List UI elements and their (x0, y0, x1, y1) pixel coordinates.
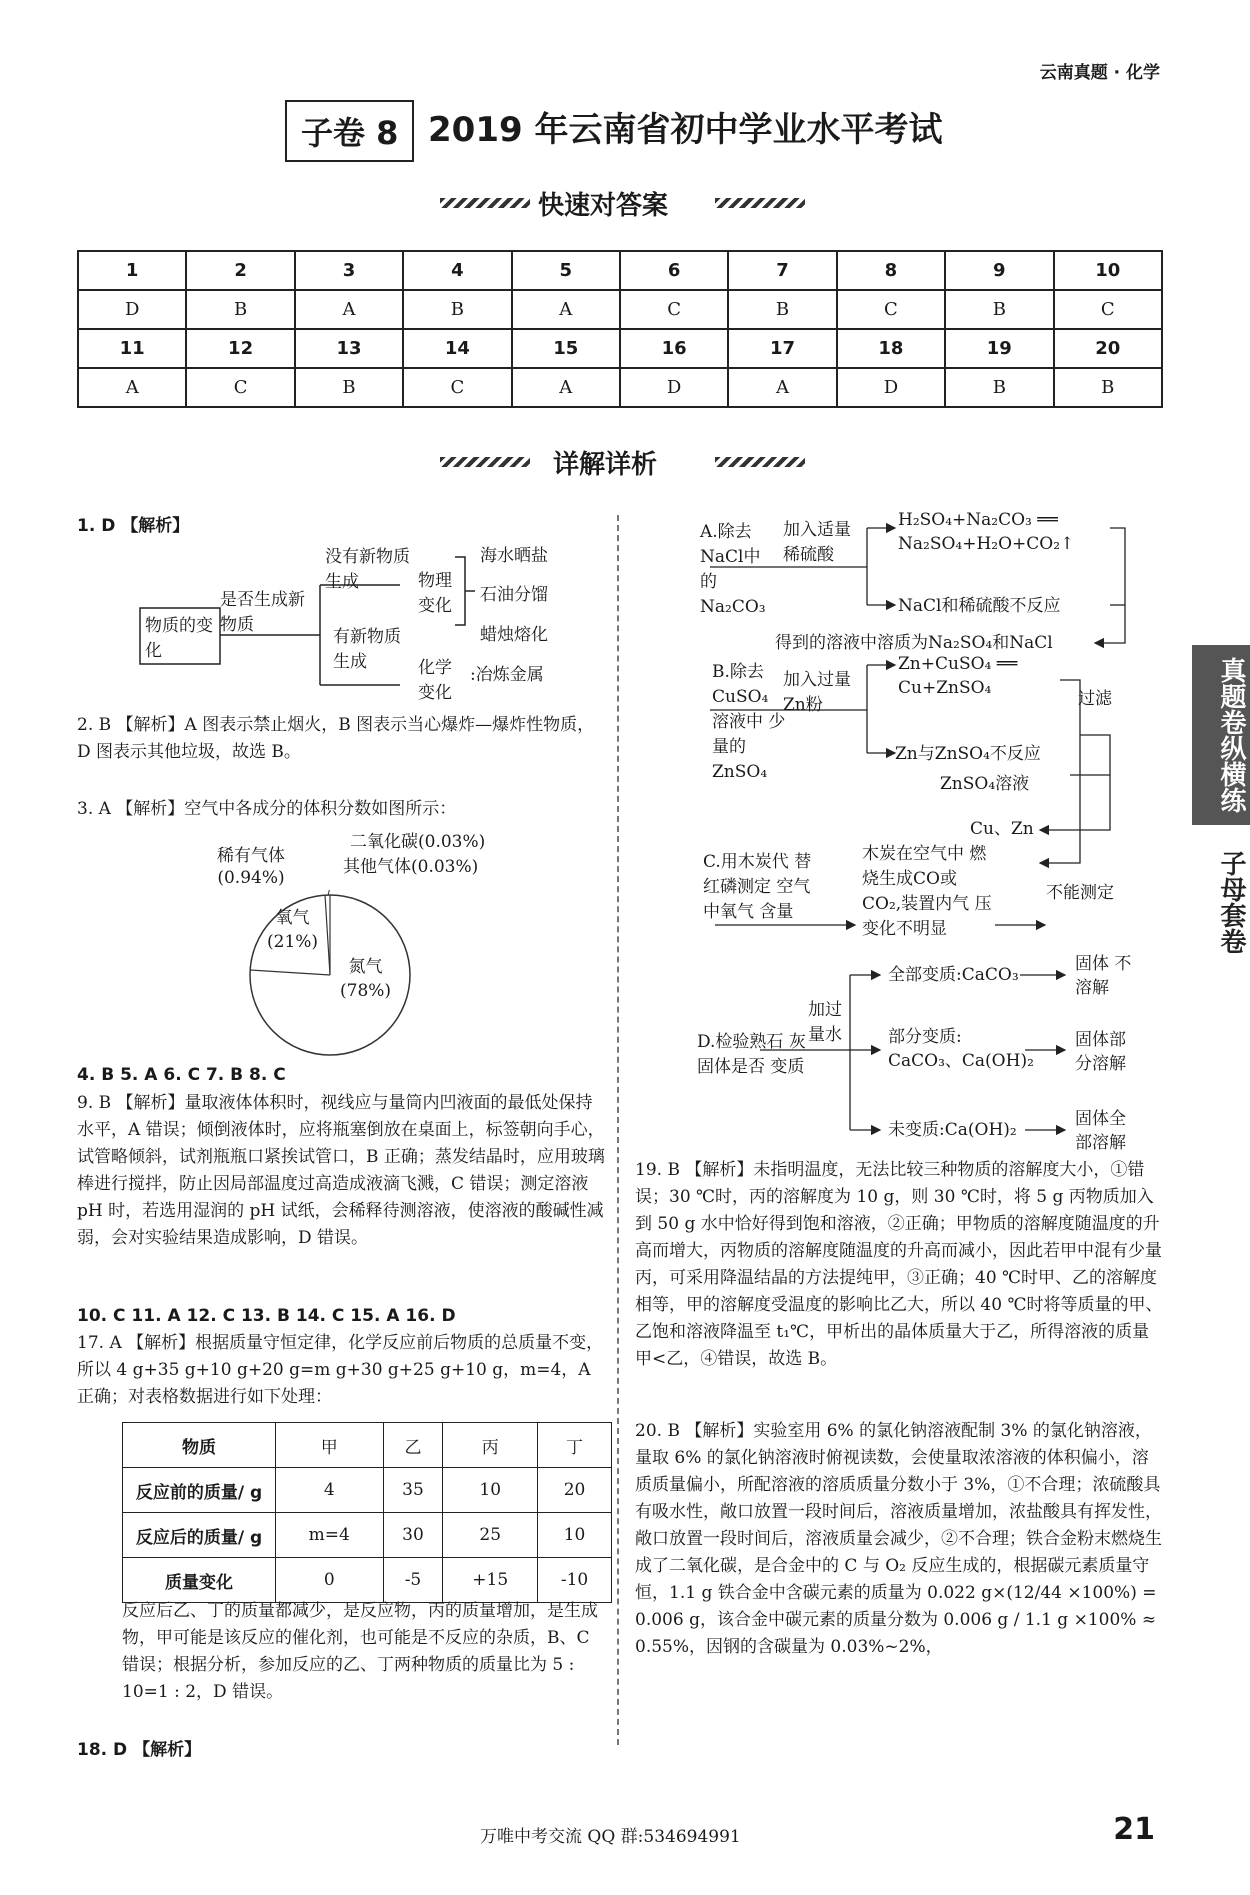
q17-analysis: 反应后乙、丁的质量都减少，是反应物，丙的质量增加，是生成物，甲可能是该反应的催化剂，也可能是不反应的杂质，B、C 错误；根据分析，参加反应的乙、丁两种物质的质量比为 5 : 10=1 : 2，D 错误。 (122, 1601, 598, 1702)
answer-vals-row-1: D B A B A C B C B C (78, 290, 1162, 329)
flowB-r1: Zn+CuSO₄ ══ (898, 654, 1018, 674)
section-quick: 快速对答案 (538, 191, 669, 221)
flowB-r3: Zn与ZnSO₄不反应 (895, 744, 1041, 764)
flowD-a2: 部分变质: CaCO₃、Ca(OH)₂ (888, 1027, 1034, 1071)
q3-other: 其他气体(0.03%) (343, 857, 479, 877)
flowC-result: 不能测定 (1046, 883, 1114, 903)
q20: 20. B 【解析】实验室用 6% 的氯化钠溶液配制 3% 的氯化钠溶液，量取 6% 的氯化钠溶液时俯视读数，会使量取浓溶液的体积偏小，溶质质量偏小，所配溶液的溶质质量分数小于 3%，①不合理；浓硫酸具有吸水性，敞口放置一段时间后，溶液质量增加，浓盐酸具有挥发性，敞口放置一段时间后，溶液质量会减少，②不合理；铁合金粉末燃烧生成了二氧化碳，是合金中的 C 与 O₂ 反应生成的，根据碳元素质量守恒，1.1 g 铁合金中含碳元素的质量为 0.022 g×(12/44 ×100%) = 0.006 g，该合金中碳元素的质量分数为 0.006 g / 1.1 g ×100% ≈ 0.55%，因钢的含碳量为 0.03%~2%， (635, 1421, 1162, 1657)
flowB-filter: 过滤 (1078, 689, 1112, 709)
mass-table (122, 1422, 612, 1603)
q18-head: 18. D 【解析】 (77, 1740, 202, 1760)
q1-p3: 蜡烛熔化 (480, 625, 548, 645)
flowB-out1: ZnSO₄溶液 (940, 774, 1030, 794)
answer-table (77, 250, 1163, 408)
flowB-add: 加入过量 Zn粉 (783, 670, 851, 715)
mass-table-row: 反应前的质量/ g 4 35 10 20 (123, 1468, 612, 1513)
side-tab-series: 真题卷纵横练 (1192, 645, 1250, 825)
q1-chem: 化学变化 (418, 658, 452, 703)
footer-qq: 万唯中考交流 QQ 群:534694991 (480, 1827, 741, 1847)
flowD-b1: 固体 不溶解 (1075, 954, 1132, 998)
mass-table-row: 质量变化 0 -5 +15 -10 (123, 1558, 612, 1603)
q1-head: 1. D 【解析】 (77, 516, 190, 536)
decor-stripe (440, 457, 530, 467)
answer-vals-row-2: A C B C A D A D B B (78, 368, 1162, 407)
q1-question: 是否生成新物质 (220, 590, 305, 635)
flowA-r1: H₂SO₄+Na₂CO₃ ══ (898, 510, 1058, 530)
flowD-label: D.检验熟石 灰固体是否 变质 (697, 1032, 806, 1077)
q17: 17. A 【解析】根据质量守恒定律，化学反应前后物质的总质量不变，所以 4 g+35 g+10 g+20 g=m g+30 g+25 g+10 g，m=4，A 正确；对表格数据进行如下处理： (77, 1333, 604, 1407)
q3-co2: 二氧化碳(0.03%) (350, 832, 486, 852)
flowA-r3: NaCl和稀硫酸不反应 (898, 596, 1061, 616)
q3-o2: 氧气 (21%) (267, 908, 319, 952)
flowB-r2: Cu+ZnSO₄ (898, 678, 992, 698)
page-title: 2019 年云南省初中学业水平考试 (428, 110, 943, 150)
flowB-out2: Cu、Zn (970, 819, 1034, 839)
paper-tag: 子卷 8 (285, 100, 414, 162)
flowA-r2: Na₂SO₄+H₂O+CO₂↑ (898, 534, 1075, 554)
q4-8: 4. B 5. A 6. C 7. B 8. C (77, 1065, 286, 1085)
pie-slice-edge-2 (250, 970, 330, 975)
q1-c1: :冶炼金属 (470, 665, 544, 685)
flowD-a3: 未变质:Ca(OH)₂ (888, 1120, 1017, 1140)
flowD-b2: 固体部 分溶解 (1075, 1030, 1126, 1074)
column-divider (617, 515, 619, 1745)
flowC-label: C.用木炭代 替红磷测定 空气中氧气 含量 (703, 852, 812, 922)
flowA-add: 加入适量 稀硫酸 (783, 520, 851, 565)
flowD-a1: 全部变质:CaCO₃ (888, 965, 1019, 985)
flowC-mid: 木炭在空气中 燃烧生成CO或 CO₂,装置内气 压变化不明显 (862, 844, 992, 939)
q19: 19. B 【解析】未指明温度，无法比较三种物质的溶解度大小，①错误；30 ℃时，丙的溶解度为 10 g，则 30 ℃时，将 5 g 丙物质加入到 50 g 水中恰好得到饱和溶液，②正确；甲物质的溶解度随温度的升高而增大，丙物质的溶解度随温度的升高而减小，因此若甲中混有少量丙，可采用降温结晶的方法提纯甲，③正确；40 ℃时甲、乙的溶解度相等，甲的溶解度受温度的影响比乙大，所以 40 ℃时将等质量的甲、乙饱和溶液降温至 t₁℃，甲析出的晶体质量大于乙，所得溶液的质量甲<乙，④错误，故选 B。 (635, 1160, 1163, 1369)
decor-stripe (440, 198, 530, 208)
q1-p1: 海水晒盐 (480, 546, 548, 566)
page-number: 21 (1113, 1812, 1155, 1847)
q1-root: 物质的变化 (145, 616, 213, 661)
q3-rare: 稀有气体 (0.94%) (217, 846, 285, 888)
decor-stripe (715, 457, 805, 467)
q3-head: 3. A 【解析】空气中各成分的体积分数如图所示： (77, 799, 457, 819)
side-tab-type: 子母套卷 (1216, 850, 1246, 954)
section-detail: 详解详析 (553, 450, 658, 480)
q1-no: 没有新物质生成 (325, 547, 410, 592)
q1-phys: 物理变化 (418, 571, 452, 616)
q9: 9. B 【解析】量取液体体积时，视线应与量筒内凹液面的最低处保持水平，A 错误；倾倒液体时，应将瓶塞倒放在桌面上，标签朝向手心，试管略倾斜，试剂瓶瓶口紧挨试管口，B 正确；蒸发结晶时，应用玻璃棒进行搅拌，防止因局部温度过高造成液滴飞溅，C 错误；测定溶液 pH 时，若选用湿润的 pH 试纸，会稀释待测溶液，使溶液的酸碱性减弱，会对实验结果造成影响，D 错误。 (77, 1093, 605, 1248)
answer-nums-row-1: 1 2 3 4 5 6 7 8 9 10 (78, 251, 1162, 290)
q10-16: 10. C 11. A 12. C 13. B 14. C 15. A 16. D (77, 1306, 456, 1326)
answer-nums-row-2: 11 12 13 14 15 16 17 18 19 20 (78, 329, 1162, 368)
flowA-label: A.除去 NaCl中 的Na₂CO₃ (700, 522, 766, 617)
pie-slice-edge-3 (325, 895, 330, 975)
q3-n2: 氮气 (78%) (340, 957, 392, 1001)
flowB-label: B.除去 CuSO₄ 溶液中 少量的 ZnSO₄ (712, 662, 786, 782)
q1-yes: 有新物质生成 (333, 627, 401, 672)
q1-p2: 石油分馏 (480, 585, 548, 605)
flowA-result: 得到的溶液中溶质为Na₂SO₄和NaCl (775, 633, 1053, 653)
mass-table-header: 物质 甲 乙 丙 丁 (123, 1423, 612, 1468)
q2: 2. B 【解析】A 图表示禁止烟火，B 图表示当心爆炸—爆炸性物质，D 图表示其他垃圾，故选 B。 (77, 715, 595, 762)
mass-table-row: 反应后的质量/ g m=4 30 25 10 (123, 1513, 612, 1558)
flowD-add: 加过 量水 (808, 1000, 842, 1045)
header-subject: 云南真题 · 化学 (1039, 63, 1160, 83)
flowD-b3: 固体全 部溶解 (1075, 1109, 1126, 1153)
decor-stripe (715, 198, 805, 208)
